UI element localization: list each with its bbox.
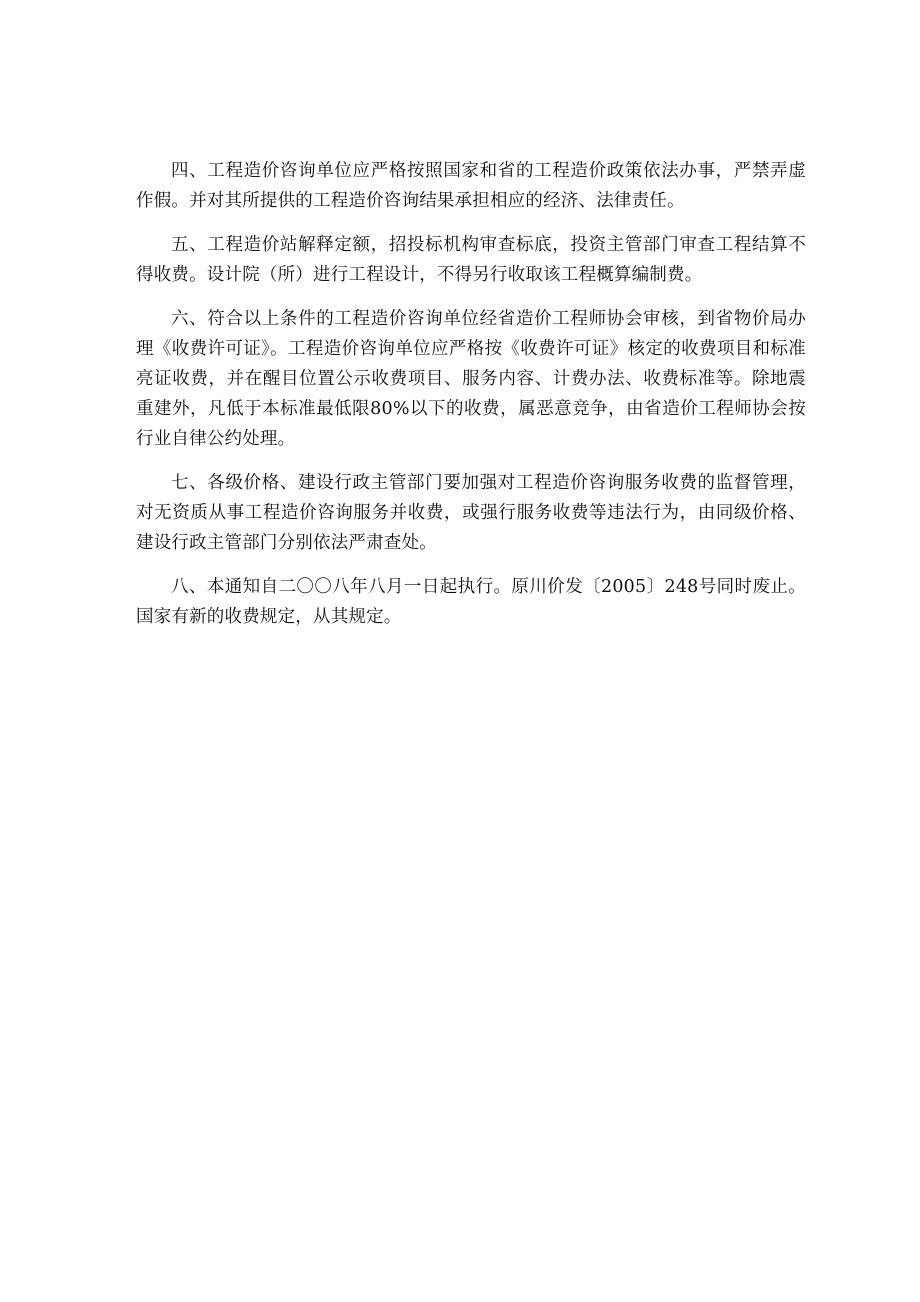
document-body xyxy=(136,156,806,646)
paragraph-8: 八、本通知自二〇〇八年八月一日起执行。原川价发〔2005〕248号同时废止。国家有新的收费规定，从其规定。 xyxy=(136,577,806,627)
paragraph-6: 六、符合以上条件的工程造价咨询单位经省造价工程师协会审核，到省物价局办理《收费许可证》。工程造价咨询单位应严格按《收费许可证》核定的收费项目和标准亮证收费，并在醒目位置公示收费项目、服务内容、计费办法、收费标准等。除地震重建外，凡低于本标准最低限80%以下的收费，属恶意竞争，由省造价工程师协会按行业自律公约处理。 xyxy=(136,309,806,449)
paragraph-5: 五、工程造价站解释定额，招投标机构审查标底，投资主管部门审查工程结算不得收费。设计院（所）进行工程设计，不得另行收取该工程概算编制费。 xyxy=(136,235,806,285)
paragraph-7: 七、各级价格、建设行政主管部门要加强对工程造价咨询服务收费的监督管理，对无资质从事工程造价咨询服务并收费，或强行服务收费等违法行为，由同级价格、建设行政主管部门分别依法严肃查处。 xyxy=(136,473,806,553)
paragraph-4: 四、工程造价咨询单位应严格按照国家和省的工程造价政策依法办事，严禁弄虚作假。并对其所提供的工程造价咨询结果承担相应的经济、法律责任。 xyxy=(136,161,806,211)
